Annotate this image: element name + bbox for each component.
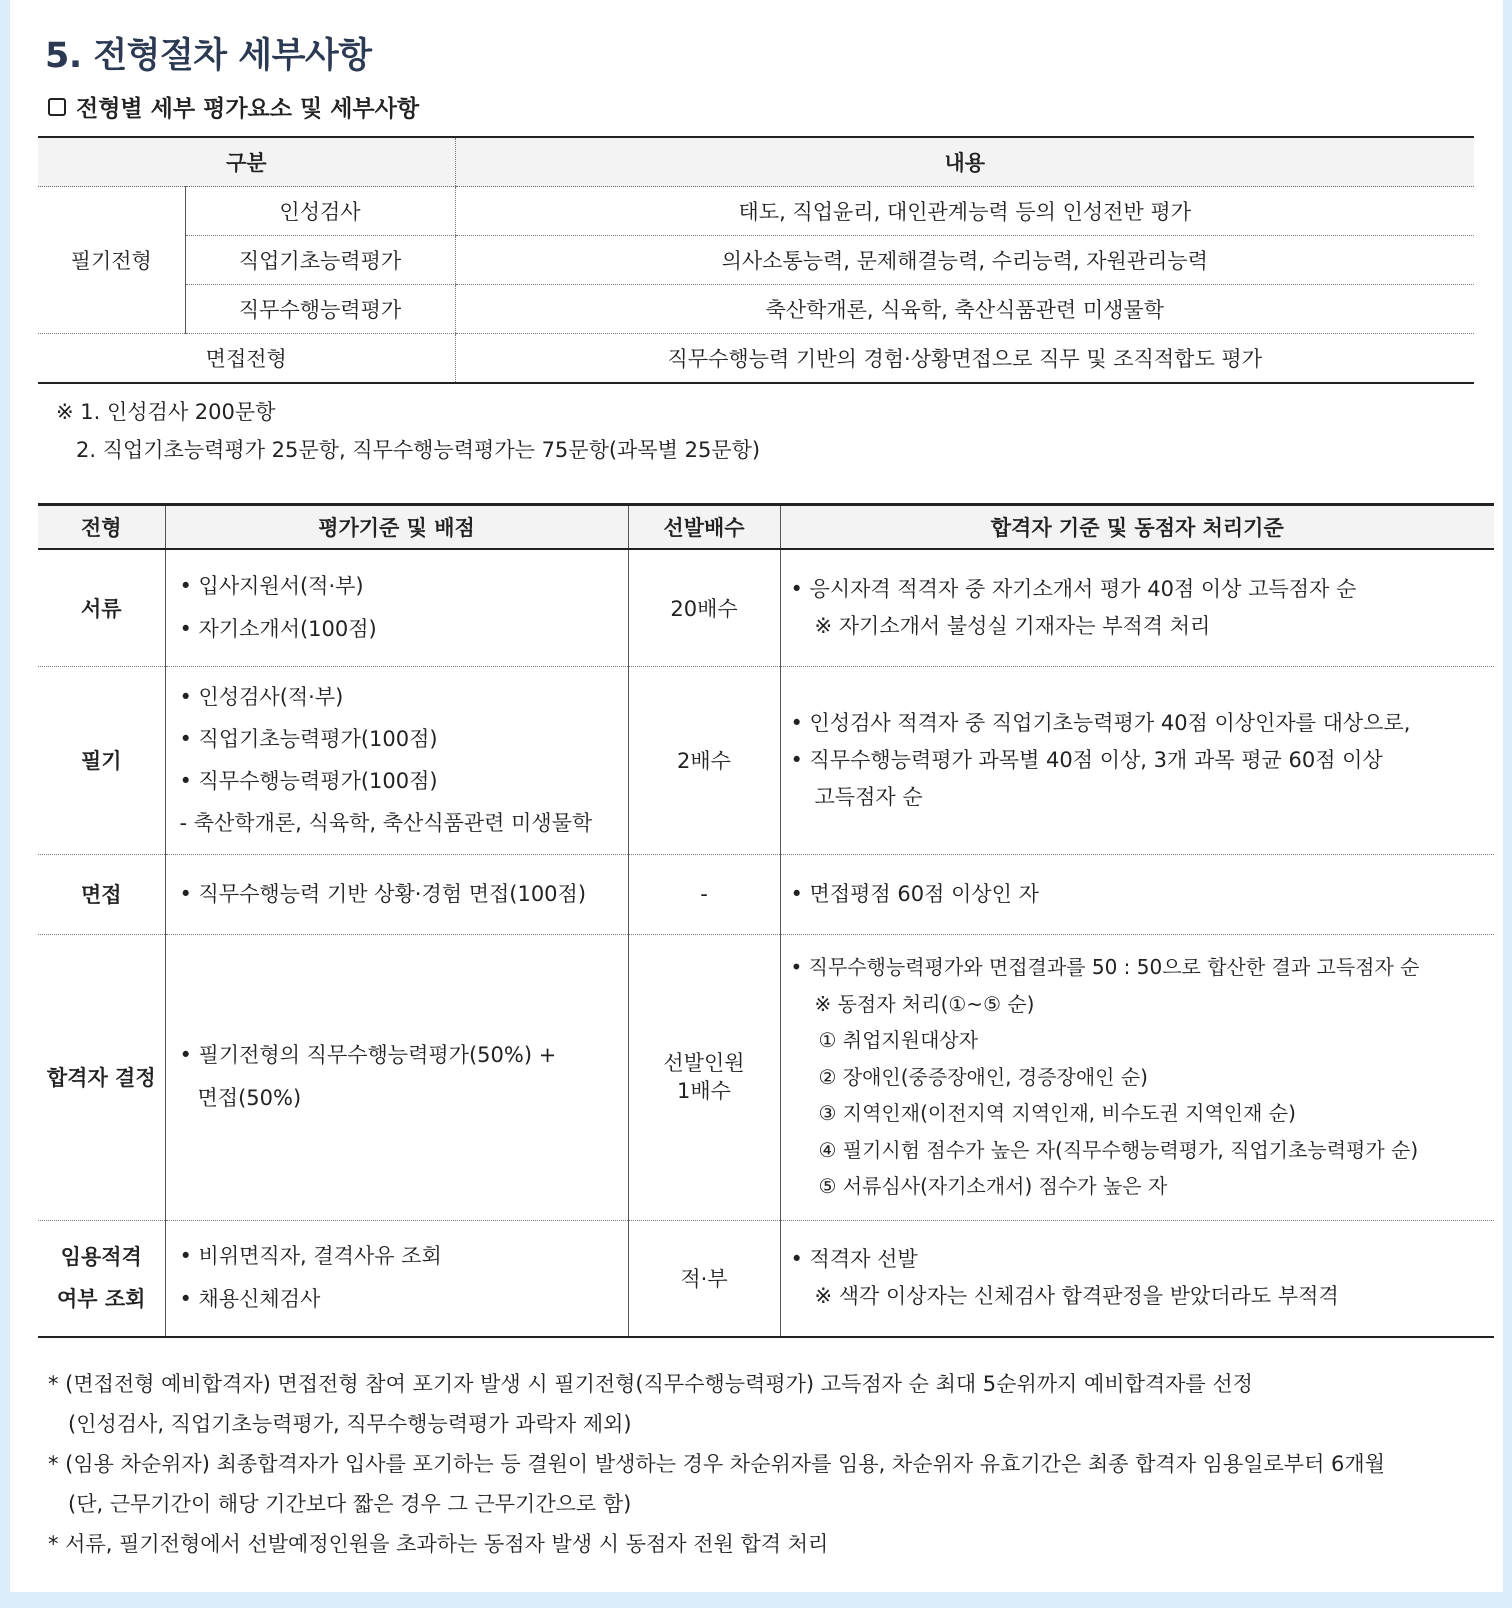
interview-label: 면접전형 <box>38 334 455 383</box>
criteria-cell <box>165 934 628 1220</box>
footnote-line: * (면접전형 예비합격자) 면접전형 참여 포기자 발생 시 필기전형(직무수행능력평가) 고득점자 순 최대 5순위까지 예비합격자를 선정 <box>48 1372 1253 1396</box>
multiple-line: 1배수 <box>677 1079 731 1103</box>
list-item: 고득점자 순 <box>814 784 923 809</box>
multiple-cell: 2배수 <box>628 666 780 854</box>
list-item: • 필기전형의 직무수행능력평가(50%) + <box>179 1043 557 1067</box>
group-label-written: 필기전형 <box>38 187 185 334</box>
list-item: • 직무수행능력평가와 면접결과를 50 : 50으로 합산한 결과 고득점자 순 <box>790 955 1420 980</box>
list-item: ※ 자기소개서 불성실 기재자는 부적격 처리 <box>814 613 1211 638</box>
document-page <box>10 0 1503 1592</box>
stage-cell: 합격자 결정 <box>38 934 165 1220</box>
criteria-cell <box>165 854 628 934</box>
table-row <box>38 236 1474 285</box>
list-item: • 직무수행능력평가(100점) <box>179 769 438 793</box>
stage-line: 임용적격 <box>60 1245 142 1270</box>
table-row <box>38 285 1474 334</box>
table-row <box>38 854 1494 934</box>
tie-item: ⑤ 서류심사(자기소개서) 점수가 높은 자 <box>818 1174 1168 1199</box>
list-item: • 응시자격 적격자 중 자기소개서 평가 40점 이상 고득점자 순 <box>790 576 1357 601</box>
sub-label: 인성검사 <box>185 187 455 236</box>
stage-cell <box>38 1220 165 1337</box>
note-line: ※ 1. 인성검사 200문항 <box>56 400 276 424</box>
table-row <box>38 549 1494 666</box>
list-item: • 직무수행능력 기반 상황·경험 면접(100점) <box>179 881 587 906</box>
list-item: • 입사지원서(적·부) <box>179 573 364 598</box>
list-item: ※ 색각 이상자는 신체검사 합격판정을 받았더라도 부적격 <box>814 1284 1339 1309</box>
tie-item: ② 장애인(중증장애인, 경증장애인 순) <box>818 1064 1148 1089</box>
header-stage: 전형 <box>38 505 165 550</box>
list-item: - 축산학개론, 식육학, 축산식품관련 미생물학 <box>179 811 593 835</box>
pass-cell <box>780 854 1494 934</box>
subtitle-text: 전형별 세부 평가요소 및 세부사항 <box>76 96 420 122</box>
note-line: 2. 직업기초능력평가 25문항, 직무수행능력평가는 75문항(과목별 25문항) <box>76 438 761 462</box>
list-item: • 채용신체검사 <box>179 1287 321 1312</box>
row-content: 의사소통능력, 문제해결능력, 수리능력, 자원관리능력 <box>455 236 1474 285</box>
criteria-cell <box>165 1220 628 1337</box>
multiple-cell: 20배수 <box>628 549 780 666</box>
list-item: ※ 동점자 처리(①~⑤ 순) <box>814 991 1035 1016</box>
list-item: • 인성검사(적·부) <box>179 685 344 709</box>
section-subtitle <box>48 90 419 123</box>
list-item: 면접(50%) <box>197 1086 302 1110</box>
stage-cell: 필기 <box>38 666 165 854</box>
multiple-line: 선발인원 <box>663 1051 745 1075</box>
header-criteria: 평가기준 및 배점 <box>165 505 628 550</box>
pass-cell <box>780 549 1494 666</box>
header-category: 구분 <box>38 137 455 187</box>
header-multiple: 선발배수 <box>628 505 780 550</box>
tie-item: ③ 지역인재(이전지역 지역인재, 비수도권 지역인재 순) <box>818 1101 1296 1126</box>
pass-cell <box>780 1220 1494 1337</box>
row-content: 태도, 직업윤리, 대인관계능력 등의 인성전반 평가 <box>455 187 1474 236</box>
header-content: 내용 <box>455 137 1474 187</box>
list-item: • 적격자 선발 <box>790 1247 918 1272</box>
sub-label: 직업기초능력평가 <box>185 236 455 285</box>
footnote-line: (인성검사, 직업기초능력평가, 직무수행능력평가 과락자 제외) <box>68 1412 632 1436</box>
table-row <box>38 934 1494 1220</box>
interview-content: 직무수행능력 기반의 경험·상황면접으로 직무 및 조직적합도 평가 <box>455 334 1474 383</box>
question-count-notes <box>56 393 760 469</box>
stage-cell: 서류 <box>38 549 165 666</box>
pass-cell <box>780 934 1494 1220</box>
table-row <box>38 666 1494 854</box>
sub-label: 직무수행능력평가 <box>185 285 455 334</box>
tie-item: ① 취업지원대상자 <box>818 1028 979 1053</box>
footnote-line: * 서류, 필기전형에서 선발예정인원을 초과하는 동점자 발생 시 동점자 전원 합격 처리 <box>48 1532 829 1556</box>
stage-cell: 면접 <box>38 854 165 934</box>
list-item: • 비위면직자, 결격사유 조회 <box>179 1244 442 1269</box>
list-item: • 직무수행능력평가 과목별 40점 이상, 3개 과목 평균 60점 이상 <box>790 747 1383 772</box>
list-item: • 자기소개서(100점) <box>179 616 377 641</box>
criteria-cell <box>165 666 628 854</box>
table-row <box>38 1220 1494 1337</box>
evaluation-elements-table <box>38 136 1474 384</box>
row-content: 축산학개론, 식육학, 축산식품관련 미생물학 <box>455 285 1474 334</box>
pass-cell <box>780 666 1494 854</box>
table-header-row <box>38 137 1474 187</box>
footnotes <box>48 1364 1385 1564</box>
square-bullet-icon <box>48 98 66 116</box>
multiple-cell: - <box>628 854 780 934</box>
selection-criteria-table <box>38 503 1494 1338</box>
list-item: • 면접평점 60점 이상인 자 <box>790 881 1039 906</box>
footnote-line: * (임용 차순위자) 최종합격자가 입사를 포기하는 등 결원이 발생하는 경우 차순위자를 임용, 차순위자 유효기간은 최종 합격자 임용일로부터 6개월 <box>48 1452 1385 1476</box>
header-pass-criteria: 합격자 기준 및 동점자 처리기준 <box>780 505 1494 550</box>
table-row <box>38 334 1474 383</box>
section-title: 5. 전형절차 세부사항 <box>45 36 372 76</box>
multiple-cell: 적·부 <box>628 1220 780 1337</box>
table-header-row <box>38 505 1494 550</box>
footnote-line: (단, 근무기간이 해당 기간보다 짧은 경우 그 근무기간으로 함) <box>68 1492 632 1516</box>
list-item: • 인성검사 적격자 중 직업기초능력평가 40점 이상인자를 대상으로, <box>790 710 1411 735</box>
stage-line: 여부 조회 <box>57 1287 146 1312</box>
table-row <box>38 187 1474 236</box>
tie-item: ④ 필기시험 점수가 높은 자(직무수행능력평가, 직업기초능력평가 순) <box>818 1137 1419 1162</box>
multiple-cell <box>628 934 780 1220</box>
criteria-cell <box>165 549 628 666</box>
list-item: • 직업기초능력평가(100점) <box>179 727 438 751</box>
